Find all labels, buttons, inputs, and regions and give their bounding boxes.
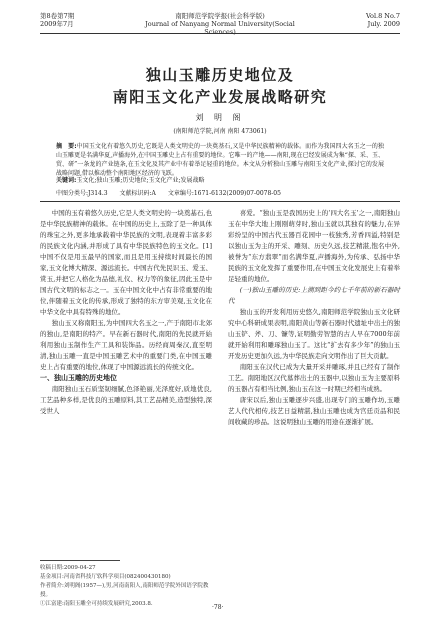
header-journal: 南阳师范学院学报(社会科学版) Journal of Nanyang Normal University(Social Sciences) xyxy=(145,12,295,36)
running-header xyxy=(40,12,400,34)
doc-code: 文献标识码:A xyxy=(119,190,156,197)
body-column-right xyxy=(228,208,400,428)
footnote-ref: ①江富建:南阳玉雕全可持续发展研究,2003.8. xyxy=(40,601,153,607)
footnote-received: 收稿日期:2009-04-27 xyxy=(40,565,96,571)
abstract-label: 摘 要: xyxy=(56,143,77,150)
keywords xyxy=(56,176,384,185)
abstract-text: 中国玉文化有着悠久历史,它既是人类文明史的一块奠基石,又是中华民族精神的载体。而作为我国四大名玉之一的独山玉雕更是名满华夏,声播海外,在中国玉雕史上占有重要的地位。它唯一的产地——南阳,现在已经发展成为集“探、采、玉、贸、研”一条龙的产业链条,在玉文化及其产业中有着举足轻重的地位。本文从分析独山玉雕与南阳玉文化产业,探讨它的发展战略问题,借以推动整个南阳地区经济的飞跃。 xyxy=(56,143,384,177)
footnote-fund: 基金项目:河南省科技厅软科学项目(082400430180) xyxy=(40,574,171,580)
article-title-line1: 独山玉雕历史地位及 xyxy=(145,66,295,84)
body-paragraph: 喜爱。“独山玉是我国历史上的‘四大名玉’之一,南阳独山玉在中华大地上刚刚萌芽时,独山玉就以其独有的魅力,在异彩纷呈的中国古代玉器百花园中一枝独秀,芳香四溢,特别是以独山玉为主的开采、雕刻、历史久远,技艺精湛,饱名中外,被誉为“东方翡翠”而名满华夏,声播海外,为传承、弘扬中华民族的玉文化发挥了重要作用,在中国玉文化发展史上有着举足轻重的地位。 xyxy=(228,209,400,283)
body-paragraph: 南阳玉在汉代已成为大量开采并雕琢,并且已经有了制作工艺。南阳地区汉代墓葬出土的玉器中,以独山玉为主要原料的玉器占有相当比例,独山玉在这一时期已经相当成熟。 xyxy=(228,363,400,393)
author-affiliation: (南阳师范学院,河南 南阳 473061) xyxy=(173,128,267,135)
article-number: 文章编号:1671-6132(2009)07-0078-05 xyxy=(167,190,281,197)
footnote-rule xyxy=(40,560,120,561)
abstract xyxy=(56,142,384,178)
body-paragraph: 唐宋以后,独山玉雕逐步兴盛,出现专门的玉雕作坊,玉雕艺人代代相传,技艺日益精湛,独山玉雕也成为宫廷贡品和民间收藏的珍品。这说明独山玉雕的用途在逐渐扩展。 xyxy=(228,396,400,426)
footnotes xyxy=(40,564,212,609)
footnote-bio: 作者简介:刘明阁(1957—),男,河南南阳人,南阳师范学院外国语学院教授。 xyxy=(40,583,209,598)
header-rule xyxy=(40,33,400,34)
keywords-label: 关键词: xyxy=(56,177,77,184)
author-name: 刘 明 阁 xyxy=(195,113,245,122)
body-paragraph: 独山玉又称南阳玉,为中国四大名玉之一,产于南阳市北郊的独山,是南阳的特产。早在新石器时代,南阳的先民就开始利用独山玉制作生产工具和装饰品。历经商周秦汉,直至明清,独山玉雕一直是中国玉雕艺术中的重要门类,在中国玉雕史上占有重要的地位,体现了中国源远流长的传统文化。 xyxy=(40,319,212,371)
abstract-rule xyxy=(40,201,400,202)
header-issue: 第8卷第7期 2009年7月 xyxy=(40,12,75,28)
body-column-left xyxy=(40,208,212,417)
classification-line xyxy=(56,188,384,197)
keywords-text: 玉文化;独山玉雕;历史地位;玉文化产业;发展战略 xyxy=(76,177,205,184)
page-number: ·78· xyxy=(212,604,224,611)
clc-number: 中图分类号:J314.3 xyxy=(56,190,108,197)
body-paragraph: 中国的玉有着悠久历史,它是人类文明史的一块奠基石,也是中华民族精神的载体。在中国的历史上,玉除了是一种具体的珠宝之外,更多地承载着中华民族的文明,表现着丰富多彩的民族文化内涵,并形成了具有中华民族特色的玉文化。[1]中国不仅是用玉最早的国家,而且是用玉持续时间最长的国家,玉文化博大精深、源远流长。中国古代先民识玉、爱玉、赏玉,并把它人格化为品德,礼仪、权力等的象征,因此玉是中国古代文明的标志之一。玉在中国文化中占有非常重要的地位,伴随着玉文化的传承,形成了独特的东方审美观,玉文化在中华文化中具有特殊的地位。 xyxy=(40,209,212,316)
header-volume: Vol.8 No.7 July. 2009 xyxy=(365,12,400,28)
body-paragraph: 南阳独山玉石质坚韧细腻,色泽艳丽,光泽度好,质地优良,工艺品种多样,是优良的玉雕原料,其工艺品精美,造型独特,深受世人 xyxy=(40,385,212,415)
subsection-heading: (一)独山玉雕的历史:上溯到距今约七千年前的新石器时代 xyxy=(228,286,400,305)
body-paragraph: 独山玉的开发利用历史悠久,南阳师范学院独山玉文化研究中心科研成果表明,南阳黄山等新石器时代遗址中出土的独山玉铲、斧、刀、镰等,证明勤劳智慧的古人早在7000年前就开始利用和雕琢独山玉了。这比“扩去有多少年”的独山玉开发历史更加久远,为中华民族走向文明作出了巨大贡献。 xyxy=(228,308,400,360)
article-title-line2: 南阳玉文化产业发展战略研究 xyxy=(112,88,328,106)
section-heading: 一、独山玉雕的历史地位 xyxy=(40,374,117,382)
